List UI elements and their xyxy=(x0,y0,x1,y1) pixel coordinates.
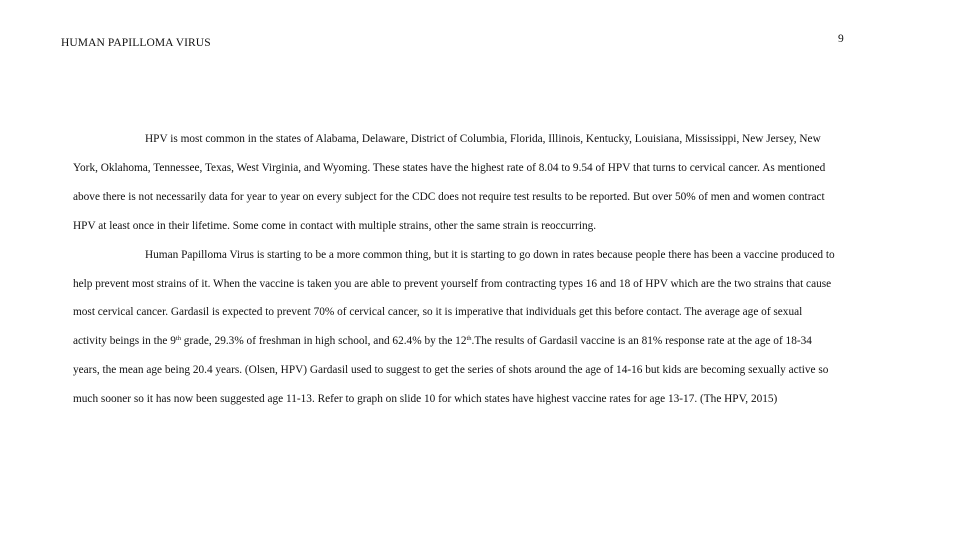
running-head: HUMAN PAPILLOMA VIRUS xyxy=(61,37,211,49)
text-line: HPV at least once in their lifetime. Some come in contact with multiple strains, other the same strain is reoccurring. xyxy=(73,219,597,232)
text-segment: .The results of Gardasil vaccine is an 81% response rate at the age of 18-34 xyxy=(471,335,812,348)
text-line: Human Papilloma Virus is starting to be a more common thing, but it is starting to go down in rates because people there has been a vaccine produced to xyxy=(145,248,835,261)
ordinal-superscript: th xyxy=(466,335,472,343)
text-segment: activity beings in the 9 xyxy=(73,335,176,348)
ordinal-superscript: th xyxy=(175,335,181,343)
text-segment: grade, 29.3% of freshman in high school, and 62.4% by the 12 xyxy=(180,335,467,348)
text-line: years, the mean age being 20.4 years. (Olsen, HPV) Gardasil used to suggest to get the series of shots around the age of 14-16 but kids are becoming sexually active so xyxy=(73,364,829,377)
text-line: above there is not necessarily data for year to year on every subject for the CDC does not require test results to be reported. But over 50% of men and women contract xyxy=(73,190,825,203)
document-body xyxy=(73,125,888,414)
text-line: most cervical cancer. Gardasil is expected to prevent 70% of cervical cancer, so it is imperative that individuals get this before contact. The average age of sexual xyxy=(73,306,803,319)
text-line-with-superscripts xyxy=(73,327,888,356)
page-number: 9 xyxy=(838,33,844,45)
text-line: HPV is most common in the states of Alabama, Delaware, District of Columbia, Florida, Illinois, Kentucky, Louisiana, Mississippi, New Jersey, New xyxy=(145,133,821,145)
text-line: York, Oklahoma, Tennessee, Texas, West Virginia, and Wyoming. These states have the highest rate of 8.04 to 9.54 of HPV that turns to cervical cancer. As mentioned xyxy=(73,161,826,174)
paragraph-2 xyxy=(73,241,888,414)
text-line: much sooner so it has now been suggested age 11-13. Refer to graph on slide 10 for which states have highest vaccine rates for age 13-17. (The HPV, 2015) xyxy=(73,393,778,406)
text-line: help prevent most strains of it. When the vaccine is taken you are able to prevent yourself from contracting types 16 and 18 of HPV which are the two strains that cause xyxy=(73,277,832,290)
paragraph-1 xyxy=(73,125,888,241)
